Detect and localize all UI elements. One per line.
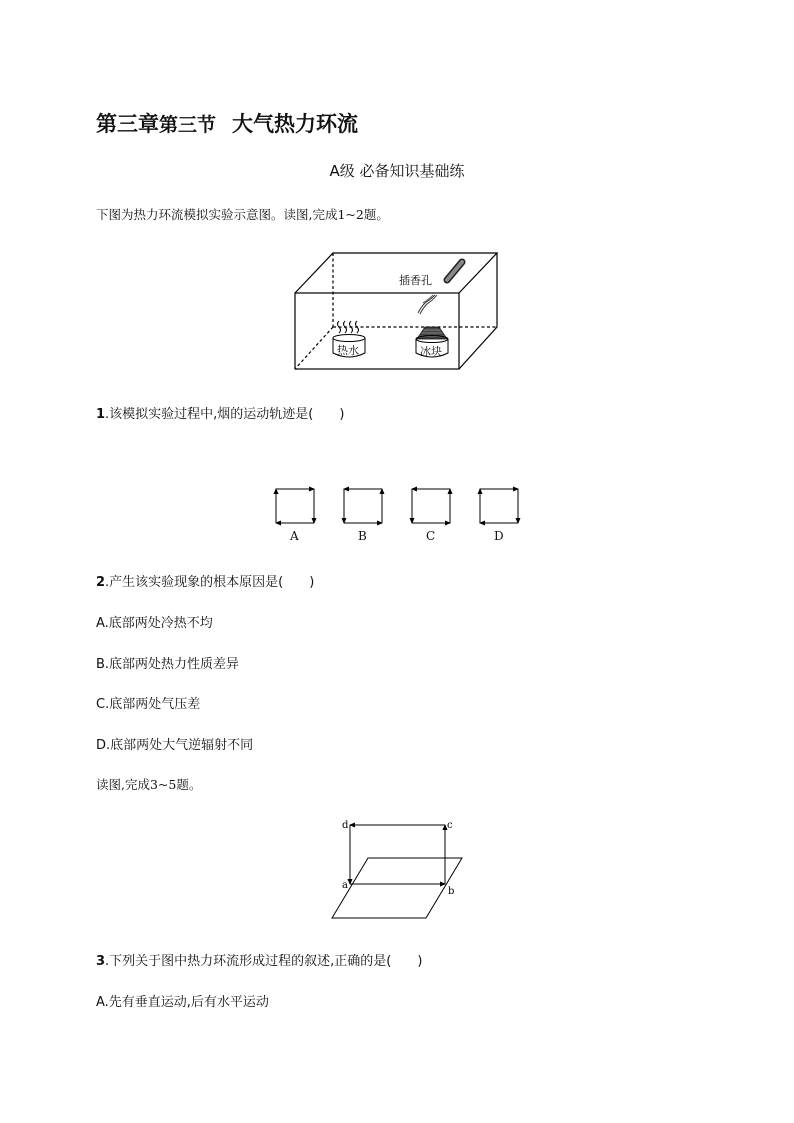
experiment-figure [285,243,505,375]
box-hidden-edges [295,253,497,369]
topic-title: 大气热力环流 [232,112,359,136]
q2-option-c: C.底部两处气压差 [96,697,201,712]
chapter-title: 第三章 [96,112,159,136]
page-title [96,108,358,138]
box-right-face [459,253,497,369]
intro-text-1: 下图为热力环流模拟实验示意图。读图,完成1~2题。 [96,207,389,222]
choice-d-label: D [494,529,504,543]
incense-stick-icon [447,262,462,280]
ground-plane [332,858,462,918]
q2-option-d: D.底部两处大气逆辐射不同 [96,738,254,753]
choice-d-diagram [480,489,518,523]
q3-option-a: A.先有垂直运动,后有水平运动 [96,995,269,1010]
section-title: 第三节 [159,114,217,136]
question-2: 2.产生该实验现象的根本原因是( ) [96,575,315,590]
intro-text-2: 读图,完成3~5题。 [96,777,202,792]
question-3: 3.下列关于图中热力环流形成过程的叙述,正确的是( ) [96,954,423,969]
ice-label: 冰块 [420,345,442,358]
choice-a-label: A [290,529,299,543]
level-title: A级 必备知识基础练 [329,162,465,180]
q2-option-b: B.底部两处热力性质差异 [96,657,240,672]
q2-option-a: A.底部两处冷热不均 [96,616,213,631]
incense-hole-label: 插香孔 [399,274,432,287]
label-b: b [448,886,455,897]
box-top-face [295,253,497,293]
choice-c-label: C [426,529,436,543]
choice-b-label: B [358,529,367,543]
label-c: c [447,820,453,831]
choice-c-diagram [412,489,450,523]
label-a: a [342,880,348,891]
q1-choice-diagrams [268,484,524,544]
choice-b-diagram [344,489,382,523]
label-d: d [342,820,349,831]
question-1: 1.该模拟实验过程中,烟的运动轨迹是( ) [96,407,345,422]
choice-a-diagram [276,489,314,523]
hot-water-label: 热水 [337,344,359,357]
circulation-figure [325,812,470,924]
